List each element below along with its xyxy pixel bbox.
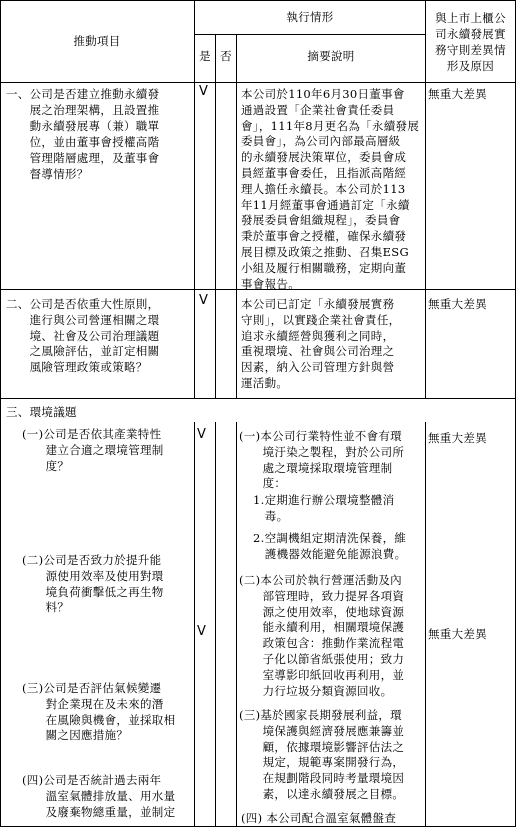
row3-sub3-line: 關之因應措施？ [22,728,129,743]
row1-diff: 無重大差異 [428,87,487,101]
exec-header-divider [194,34,425,35]
row1-item-line: 位，並由董事會授權高階 [6,135,160,149]
row3-diff-1: 無重大差異 [428,431,487,445]
row2-summary-line: 守則」，以實踐企業社會責任， [241,312,401,327]
row3-summary-1-list-1-line: 1.定期進行辦公環境整體消 [253,493,395,507]
row-divider-header [0,82,516,83]
row3-yes-mark-2: V [197,624,206,639]
row3-summary-1-list-1-line: 毒。 [253,508,289,523]
row1-summary-line: 員經董事會委任，且指派高階經 [241,166,407,180]
row3-sub4-line: (四)公司是否統計過去兩年 [22,773,162,787]
row2-item-line: 二、公司是否依重大性原則， [6,297,160,311]
header-no: 否 [220,49,232,63]
row3-sub1-line: 建立合適之環境管理制 [22,442,164,457]
row2-diff: 無重大差異 [428,297,487,311]
row1-summary-line: 發展委員會組織規程」，委員會 [241,213,401,228]
row2-item-line: 境、社會及公司治理議題 [6,328,160,343]
row2-yes-mark: V [199,293,208,308]
header-diff-4: 形及原因 [446,59,495,73]
row2-summary-line: 本公司已訂定「永續發展實務 [241,297,395,311]
row1-summary-line: 事會報告。 [241,276,300,291]
header-yes: 是 [199,49,211,63]
header-exec: 執行情形 [286,10,334,24]
header-diff-1: 與上市上櫃公 [435,11,506,25]
header-diff-3: 務守則差異情 [435,43,506,57]
row3-summary-3-line: 規定，規範專案開發行為， [239,755,405,770]
row1-summary-line: 的永續發展決策單位，委員會成 [241,150,407,165]
row3-sub2-line: 源使用效率及使用對環 [22,568,164,583]
row3-diff-2: 無重大差異 [428,627,487,641]
row3-summary-2-line: 力行垃圾分類資源回收。 [239,683,393,698]
row3-summary-1-list-2-line: 2.空調機組定期清洗保養，維 [253,531,407,545]
row2-summary-line: 重視環境、社會與公司治理之 [241,344,395,359]
row2-summary-line: 追求永續經營與獲利之同時， [241,328,395,343]
row3-summary-1-list-2-line: 護機器效能避免能源浪費。 [253,546,407,561]
row1-summary-line: 會」，111年8月更名為「永續發展 [241,118,420,133]
header-summary: 摘要說明 [307,49,355,63]
row1-summary-line: 委員會」，為公司內部最高層級 [241,134,401,149]
row1-yes-mark: V [199,84,208,99]
row2-summary-line: 運活動。 [241,376,289,390]
row3-summary-3-line: 顧，依據環境影響評估法之 [239,739,405,754]
row3-sub2-line: 料？ [22,600,70,615]
row1-item-line: 督導情形？ [6,167,89,181]
row3-section-title: 三、環境議題 [6,405,77,419]
row3-summary-3-line: 在規劃階段同時考量環境因 [239,771,405,786]
row3-sub3-line: (三)公司是否評估氣候變遷 [22,681,162,695]
row1-summary-line: 秉於董事會之授權，確保永續發 [241,229,407,244]
col-divider-yes-sub [215,422,216,827]
row1-summary-line: 小組及履行相關職務，定期向董 [241,260,407,275]
row1-item-line: 管理階層處理，及董事會 [6,151,160,165]
row3-sub2-line: 境負荷衝擊低之再生物 [22,584,164,599]
row3-summary-2-line: (二)本公司於執行營運活動及內 [239,573,402,587]
row1-summary-line: 理人擔任永續長。本公司於113 [241,181,406,196]
row1-item-line: 展之治理架構，且設置推 [6,103,160,117]
row3-sub2-line: (二)公司是否致力於提升能 [22,553,162,567]
row2-item-line: 之風險評估，並訂定相關 [6,344,160,359]
row3-summary-2-line: 源之使用效率，使地球資源 [239,604,405,619]
row2-item-line: 進行與公司營運相關之環 [6,312,160,327]
row2-summary-line: 因素，納入公司管理方針與營 [241,360,395,375]
row3-summary-3-line: 境保護與經濟發展應兼籌並 [239,723,405,738]
row3-summary-3-line: (三)基於國家長期發展利益，環 [239,708,402,722]
row3-summary-1-line: 處之環境採取環境管理制 [239,460,393,475]
row3-yes-mark-1: V [197,427,206,442]
col-divider-summary-sub [425,422,426,827]
row1-summary-line: 展目標及政策之推動、召集ESG [241,245,409,259]
row3-summary-1-line: 境汙染之製程，對於公司所 [239,444,405,459]
row3-summary-2-line: 部管理時，致力提昇各項資 [239,588,405,603]
row1-summary-line: 年11月經董事會通過訂定「永續 [241,197,410,212]
row3-summary-2-line: 室導影印紙回收再利用，並 [239,667,405,682]
col-divider-no-sub [236,422,237,827]
row3-sub3-line: 對企業現在及未來的潛 [22,696,164,711]
row3-summary-2-line: 子化以節省紙張使用；致力 [239,652,405,666]
row2-item-line: 風險管理政策或策略？ [6,360,148,375]
header-diff-2: 司永續發展實 [435,27,506,41]
row3-summary-4: (四) 本公司配合溫室氣體盤查 [241,811,397,825]
col-divider-no [236,34,237,398]
row3-sub1-line: 度？ [22,458,70,473]
header-item: 推動項目 [73,34,121,48]
row3-summary-3-line: 素，以達永續發展之目標。 [239,787,405,801]
row-divider-2 [0,398,516,399]
row3-summary-1-line: 度： [239,476,287,491]
row1-summary-line: 通過設置「企業社會責任委員 [241,102,395,117]
row3-summary-2-line: 政策包含：推動作業流程電 [239,636,405,651]
row3-sub1-line: (一)公司是否依其產業特性 [22,427,162,441]
row3-sub4-line: 及廢棄物總重量，並制定 [22,805,176,819]
col-divider-item-sub [194,422,195,827]
row1-item-line: 一、公司是否建立推動永續發 [6,87,160,101]
row3-sub3-line: 在風險與機會，並採取相 [22,712,176,727]
row3-summary-2-line: 能永續利用，相關環境保護 [239,620,405,635]
row1-summary-line: 本公司於110年6月30日董事會 [241,87,405,101]
table-left-border [0,0,1,827]
col-divider-yes [215,34,216,398]
row3-sub4-line: 溫室氣體排放量、用水量 [22,789,176,803]
table-top-border [0,0,516,1]
row1-item-line: 動永續發展專（兼）職單 [6,119,160,133]
row3-summary-1-line: (一)本公司行業特性並不會有環 [239,429,402,443]
